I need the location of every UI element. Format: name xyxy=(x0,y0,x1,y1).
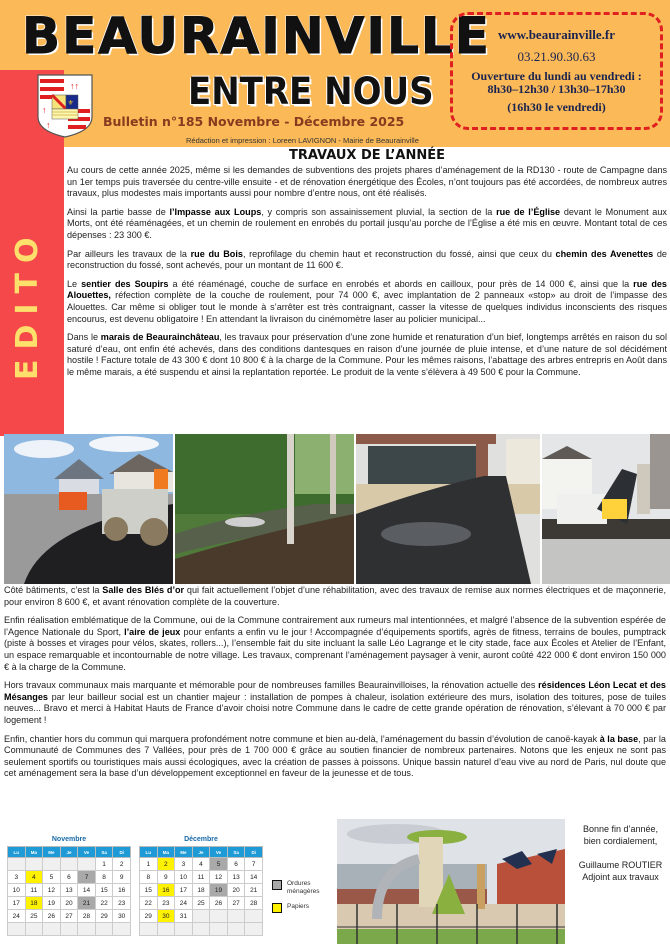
calendar-day: 15 xyxy=(140,884,158,897)
paragraph-canoe-kayak: Enfin, chantier hors du commun qui marquera profondément notre commune et bien au-delà, l’aménagement du bassin d’évolution de canoë-kayak à la base, par la Communauté de Communes des 7 Vallées, pour près de 1 700 000 € grâce au soutien financier de nombreux partenaires. Notons que les enjeux ne sont pas seulement sportifs ou touristiques mais aussi écologiques, avec la création de passes à poissons. Unique bassin naturel d’eau vive au nord de Paris, nul doute que cet aménagement sera la base d’un développement exceptionnel en faveur de la jeunesse et de tous. xyxy=(4,733,666,779)
calendar-empty-cell xyxy=(8,858,26,871)
calendar-week xyxy=(8,871,131,884)
signature-greeting: Bonne fin d’année, xyxy=(582,824,659,834)
paragraph-soupirs: Le sentier des Soupirs a été réaménagé, couche de surface en enrobés et abords en cailloux, pour près de 14 000 €, ainsi que la rue des Alouettes, réfection complète de la couche de roulement, pour 74 000 €, avec implantation de 2 panneaux «stop» au droit de l’impasse des Alouettes. Car même si obliger tout le monde à s’arrêter est très contraignant, casser la vitesse de quelques individus inconscients des risques encourus, est devenu obligatoire ! En attendant la livraison du cinémomètre laser au policier municipal... xyxy=(67,278,667,324)
legend-papiers xyxy=(272,903,337,913)
paragraph-aire-de-jeux: Enfin réalisation emblématique de la Commune, oui de la Commune contrairement aux rumeurs mal intentionnées, et malgré l’absence de la subvention espérée de l’Agence Nationale du Sport, l’aire de jeux pour enfants a enfin vu le jour ! Accompagnée d’équipements sportifs, agrès de fitness, terrains de boules, pumptrack (piste à bosses et virages pour vélos, skates, rollers...), l’ensemble fait du site incluant la salle Léo Lagrange et le city stade, face aux Écoles et Atelier de l’Enfant, un espace remarquable et incontournable de notre village. Les travaux, comprenant l’aménagement paysager à venir, auront coûté 422 000 € dont environ 150 000 € à la charge de la Commune. xyxy=(4,615,666,672)
calendar-empty-cell xyxy=(140,923,158,936)
svg-text:⚜: ⚜ xyxy=(67,100,74,107)
calendar-day: 1 xyxy=(95,858,113,871)
calendar-day: 30 xyxy=(157,910,175,923)
calendar-day: 2 xyxy=(157,858,175,871)
calendar-empty-cell xyxy=(175,923,193,936)
calendar-day: 5 xyxy=(43,871,61,884)
article-body-bottom xyxy=(4,585,666,787)
calendar-day: 20 xyxy=(60,897,78,910)
calendar-empty-cell xyxy=(227,923,245,936)
photo-marsh xyxy=(175,434,354,584)
calendar-day: 3 xyxy=(175,858,193,871)
calendar-empty-cell xyxy=(192,910,210,923)
calendar-day: 15 xyxy=(95,884,113,897)
edito-label: EDITO xyxy=(10,227,45,380)
calendar-day: 10 xyxy=(175,871,193,884)
signature-block xyxy=(571,823,670,883)
signature-name: Guillaume ROUTIER xyxy=(578,860,663,870)
legend-label: Ordures ménagères xyxy=(287,880,320,895)
calendar-day: 16 xyxy=(113,884,131,897)
newsletter-title: BEAURAINVILLE xyxy=(22,7,491,65)
calendar-day: 19 xyxy=(210,884,228,897)
paragraph-impasse: Ainsi la partie basse de l’Impasse aux Loups, y compris son assainissement pluvial, la section de la rue de l’Église devant le Monument aux Morts, ont été réaménagées, et un chemin de roulement en enrobés du portail jusqu’au porche de l’Église a été mis en œuvre. Montant total de ces dépenses : 23 300 €. xyxy=(67,206,667,240)
calendar-day: 22 xyxy=(95,897,113,910)
weekday-header: Me xyxy=(43,847,61,858)
calendar-day: 28 xyxy=(245,897,263,910)
calendar-day: 24 xyxy=(175,897,193,910)
calendar-day: 18 xyxy=(25,897,43,910)
calendar-day: 6 xyxy=(227,858,245,871)
calendar-november xyxy=(7,836,131,936)
weekday-header: Ma xyxy=(25,847,43,858)
calendar-legend xyxy=(272,880,337,921)
calendar-empty-cell xyxy=(210,910,228,923)
calendar-empty-cell xyxy=(8,923,26,936)
signature-closing: bien cordialement, xyxy=(583,836,658,846)
weekday-header: Je xyxy=(60,847,78,858)
calendar-day: 31 xyxy=(175,910,193,923)
calendar-day: 29 xyxy=(95,910,113,923)
weekday-header: Sa xyxy=(95,847,113,858)
calendar-week xyxy=(140,897,263,910)
calendar-month-title: Novembre xyxy=(51,836,87,843)
calendar-grid xyxy=(139,846,263,936)
friday-hours: (16h30 le vendredi) xyxy=(507,100,606,114)
weekday-header: Di xyxy=(113,847,131,858)
calendar-empty-cell xyxy=(192,923,210,936)
calendar-day: 20 xyxy=(227,884,245,897)
signature-role: Adjoint aux travaux xyxy=(582,872,659,882)
paragraph-residences: Hors travaux communaux mais marquante et mémorable pour de nombreuses familles Beaurainvilloises, la rénovation actuelle des résidences Léon Lecat et des Mésanges par leur bailleur social est un chantier majeur : installation de pompes à chaleur, isolation extérieure des murs, isolation des toitures, pose de tuiles neuves... Bravo et merci à Habitat Hauts de France d’avoir choisi notre Commune dans le cadre de cette grande opération de rénovation, s’élevant à 70 000 € par logement ! xyxy=(4,680,666,725)
calendar-week xyxy=(8,910,131,923)
calendar-week xyxy=(8,923,131,936)
calendar-day: 12 xyxy=(43,884,61,897)
calendar-day: 13 xyxy=(60,884,78,897)
calendar-week xyxy=(8,897,131,910)
calendar-empty-cell xyxy=(60,858,78,871)
calendar-day: 18 xyxy=(192,884,210,897)
calendar-week xyxy=(140,923,263,936)
calendar-day: 1 xyxy=(140,858,158,871)
article-body-top xyxy=(67,165,667,386)
calendar-empty-cell xyxy=(60,923,78,936)
calendar-empty-cell xyxy=(113,923,131,936)
calendar-month-title: Décembre xyxy=(184,836,218,843)
calendar-day: 2 xyxy=(113,858,131,871)
calendar-day: 11 xyxy=(192,871,210,884)
weekday-header: Me xyxy=(175,847,193,858)
calendar-empty-cell xyxy=(227,910,245,923)
calendar-week xyxy=(140,858,263,871)
calendar-day: 8 xyxy=(140,871,158,884)
coat-of-arms-icon xyxy=(36,73,94,139)
calendar-december xyxy=(139,836,263,936)
calendar-empty-cell xyxy=(210,923,228,936)
paragraph-marais: Dans le marais de Beaurainchâteau, les travaux pour préservation d’une zone humide et renaturation d’un bief, longtemps arrêtés en raison du sol saturé d’eau, ont enfin été achevés, dans des conditions dantesques en raison d’une journée de pluie intense, et d’une nature de sol décidément hostile ! Facture totale de 43 300 € dont 10 800 € à la charge de la Commune. Pour les mêmes raisons, l’abattage des arbres entrepris en Août dans le même marais, a été suspendu et ainsi la replantation reportée. Le produit de la vente s’élèvera à 49 500 € pour la Commune. xyxy=(67,332,667,377)
calendar-day: 27 xyxy=(60,910,78,923)
calendar-empty-cell xyxy=(245,923,263,936)
calendar-day: 27 xyxy=(227,897,245,910)
weekday-header: Di xyxy=(245,847,263,858)
photo-path-resurfacing xyxy=(356,434,540,584)
calendar-day: 4 xyxy=(25,871,43,884)
calendar-day: 7 xyxy=(78,871,96,884)
calendar-day: 14 xyxy=(78,884,96,897)
legend-ordures xyxy=(272,880,337,895)
article-title: TRAVAUX DE L’ANNÉE xyxy=(288,148,445,163)
calendar-day: 6 xyxy=(60,871,78,884)
calendar-day: 23 xyxy=(113,897,131,910)
calendar-day: 21 xyxy=(245,884,263,897)
calendar-day: 21 xyxy=(78,897,96,910)
legend-swatch-gray xyxy=(272,880,282,890)
calendar-day: 7 xyxy=(245,858,263,871)
calendar-day: 12 xyxy=(210,871,228,884)
opening-hours: 8h30–12h30 / 13h30–17h30 xyxy=(487,82,626,96)
weekday-header: Ve xyxy=(210,847,228,858)
contact-info-box xyxy=(450,12,663,130)
calendar-day: 29 xyxy=(140,910,158,923)
calendar-empty-cell xyxy=(25,858,43,871)
svg-text:↑: ↑ xyxy=(46,120,51,130)
calendar-day: 22 xyxy=(140,897,158,910)
calendar-day: 4 xyxy=(192,858,210,871)
svg-text:↑↑: ↑↑ xyxy=(70,81,79,91)
phone-number: 03.21.90.30.63 xyxy=(517,49,596,64)
calendar-day: 28 xyxy=(78,910,96,923)
calendar-grid xyxy=(7,846,131,936)
calendar-day: 25 xyxy=(25,910,43,923)
calendar-day: 9 xyxy=(113,871,131,884)
calendar-day: 10 xyxy=(8,884,26,897)
calendar-empty-cell xyxy=(25,923,43,936)
paragraph-intro: Au cours de cette année 2025, même si les demandes de subventions des projets phares d’aménagement de la RD130 - route de Campagne dans un 1er temps puis traversée du centre-ville ensuite - et de rénovation énergétique des Écoles, n’ont toujours pas été accordées, de nombreux autres travaux, plus modestes mais importants aussi pour nombre d’entre nous, ont été réalisés. xyxy=(67,165,667,199)
calendar-day: 25 xyxy=(192,897,210,910)
photo-road-milling xyxy=(542,434,670,584)
weekday-header: Lu xyxy=(8,847,26,858)
paragraph-rue-du-bois: Par ailleurs les travaux de la rue du Bois, reprofilage du chemin haut et reconstruction du fossé, ainsi que ceux du chemin des Avenettes de reconstruction du fossé, sont achevés, pour un montant de 11 600 €. xyxy=(67,248,667,271)
calendar-day: 23 xyxy=(157,897,175,910)
weekday-header: Ve xyxy=(78,847,96,858)
calendar-week xyxy=(8,858,131,871)
paragraph-bles-dor: Côté bâtiments, c’est la Salle des Blés d’or qui fait actuellement l’objet d’une réhabilitation, avec des travaux de remise aux normes électriques et de maçonnerie, pour environ 8 600 €, et avant rénovation complète de la couverture. xyxy=(4,585,666,607)
calendar-week xyxy=(140,884,263,897)
calendar-empty-cell xyxy=(95,923,113,936)
weekday-header: Ma xyxy=(157,847,175,858)
newsletter-subtitle: ENTRE NOUS xyxy=(188,70,434,114)
calendar-day: 11 xyxy=(25,884,43,897)
weekday-header: Je xyxy=(192,847,210,858)
calendar-day: 14 xyxy=(245,871,263,884)
calendar-day: 30 xyxy=(113,910,131,923)
bulletin-number: Bulletin n°185 Novembre - Décembre 2025 xyxy=(103,114,405,129)
calendar-day: 13 xyxy=(227,871,245,884)
legend-label: Papiers xyxy=(287,903,310,910)
calendar-day: 9 xyxy=(157,871,175,884)
photo-strip xyxy=(4,434,670,584)
calendar-week xyxy=(140,871,263,884)
calendar-empty-cell xyxy=(78,858,96,871)
calendar-week xyxy=(8,884,131,897)
calendar-empty-cell xyxy=(157,923,175,936)
calendar-day: 19 xyxy=(43,897,61,910)
svg-text:↑: ↑ xyxy=(42,105,47,115)
weekday-header: Sa xyxy=(227,847,245,858)
calendar-day: 17 xyxy=(175,884,193,897)
opening-days: Ouverture du lundi au vendredi : xyxy=(471,69,642,83)
weekday-header: Lu xyxy=(140,847,158,858)
calendar-week xyxy=(140,910,263,923)
calendar-empty-cell xyxy=(43,858,61,871)
calendar-day: 17 xyxy=(8,897,26,910)
calendar-empty-cell xyxy=(78,923,96,936)
calendar-day: 26 xyxy=(43,910,61,923)
photo-playground xyxy=(337,819,565,944)
calendar-day: 26 xyxy=(210,897,228,910)
calendar-day: 8 xyxy=(95,871,113,884)
calendar-day: 16 xyxy=(157,884,175,897)
legend-swatch-yellow xyxy=(272,903,282,913)
redaction-credit: Rédaction et impression : Loreen LAVIGNON - Mairie de Beaurainville xyxy=(186,136,419,145)
photo-road-paving xyxy=(4,434,173,584)
calendar-empty-cell xyxy=(245,910,263,923)
calendar-day: 24 xyxy=(8,910,26,923)
calendar-day: 5 xyxy=(210,858,228,871)
calendar-day: 3 xyxy=(8,871,26,884)
website-link[interactable]: www.beaurainville.fr xyxy=(498,27,615,42)
calendar-empty-cell xyxy=(43,923,61,936)
